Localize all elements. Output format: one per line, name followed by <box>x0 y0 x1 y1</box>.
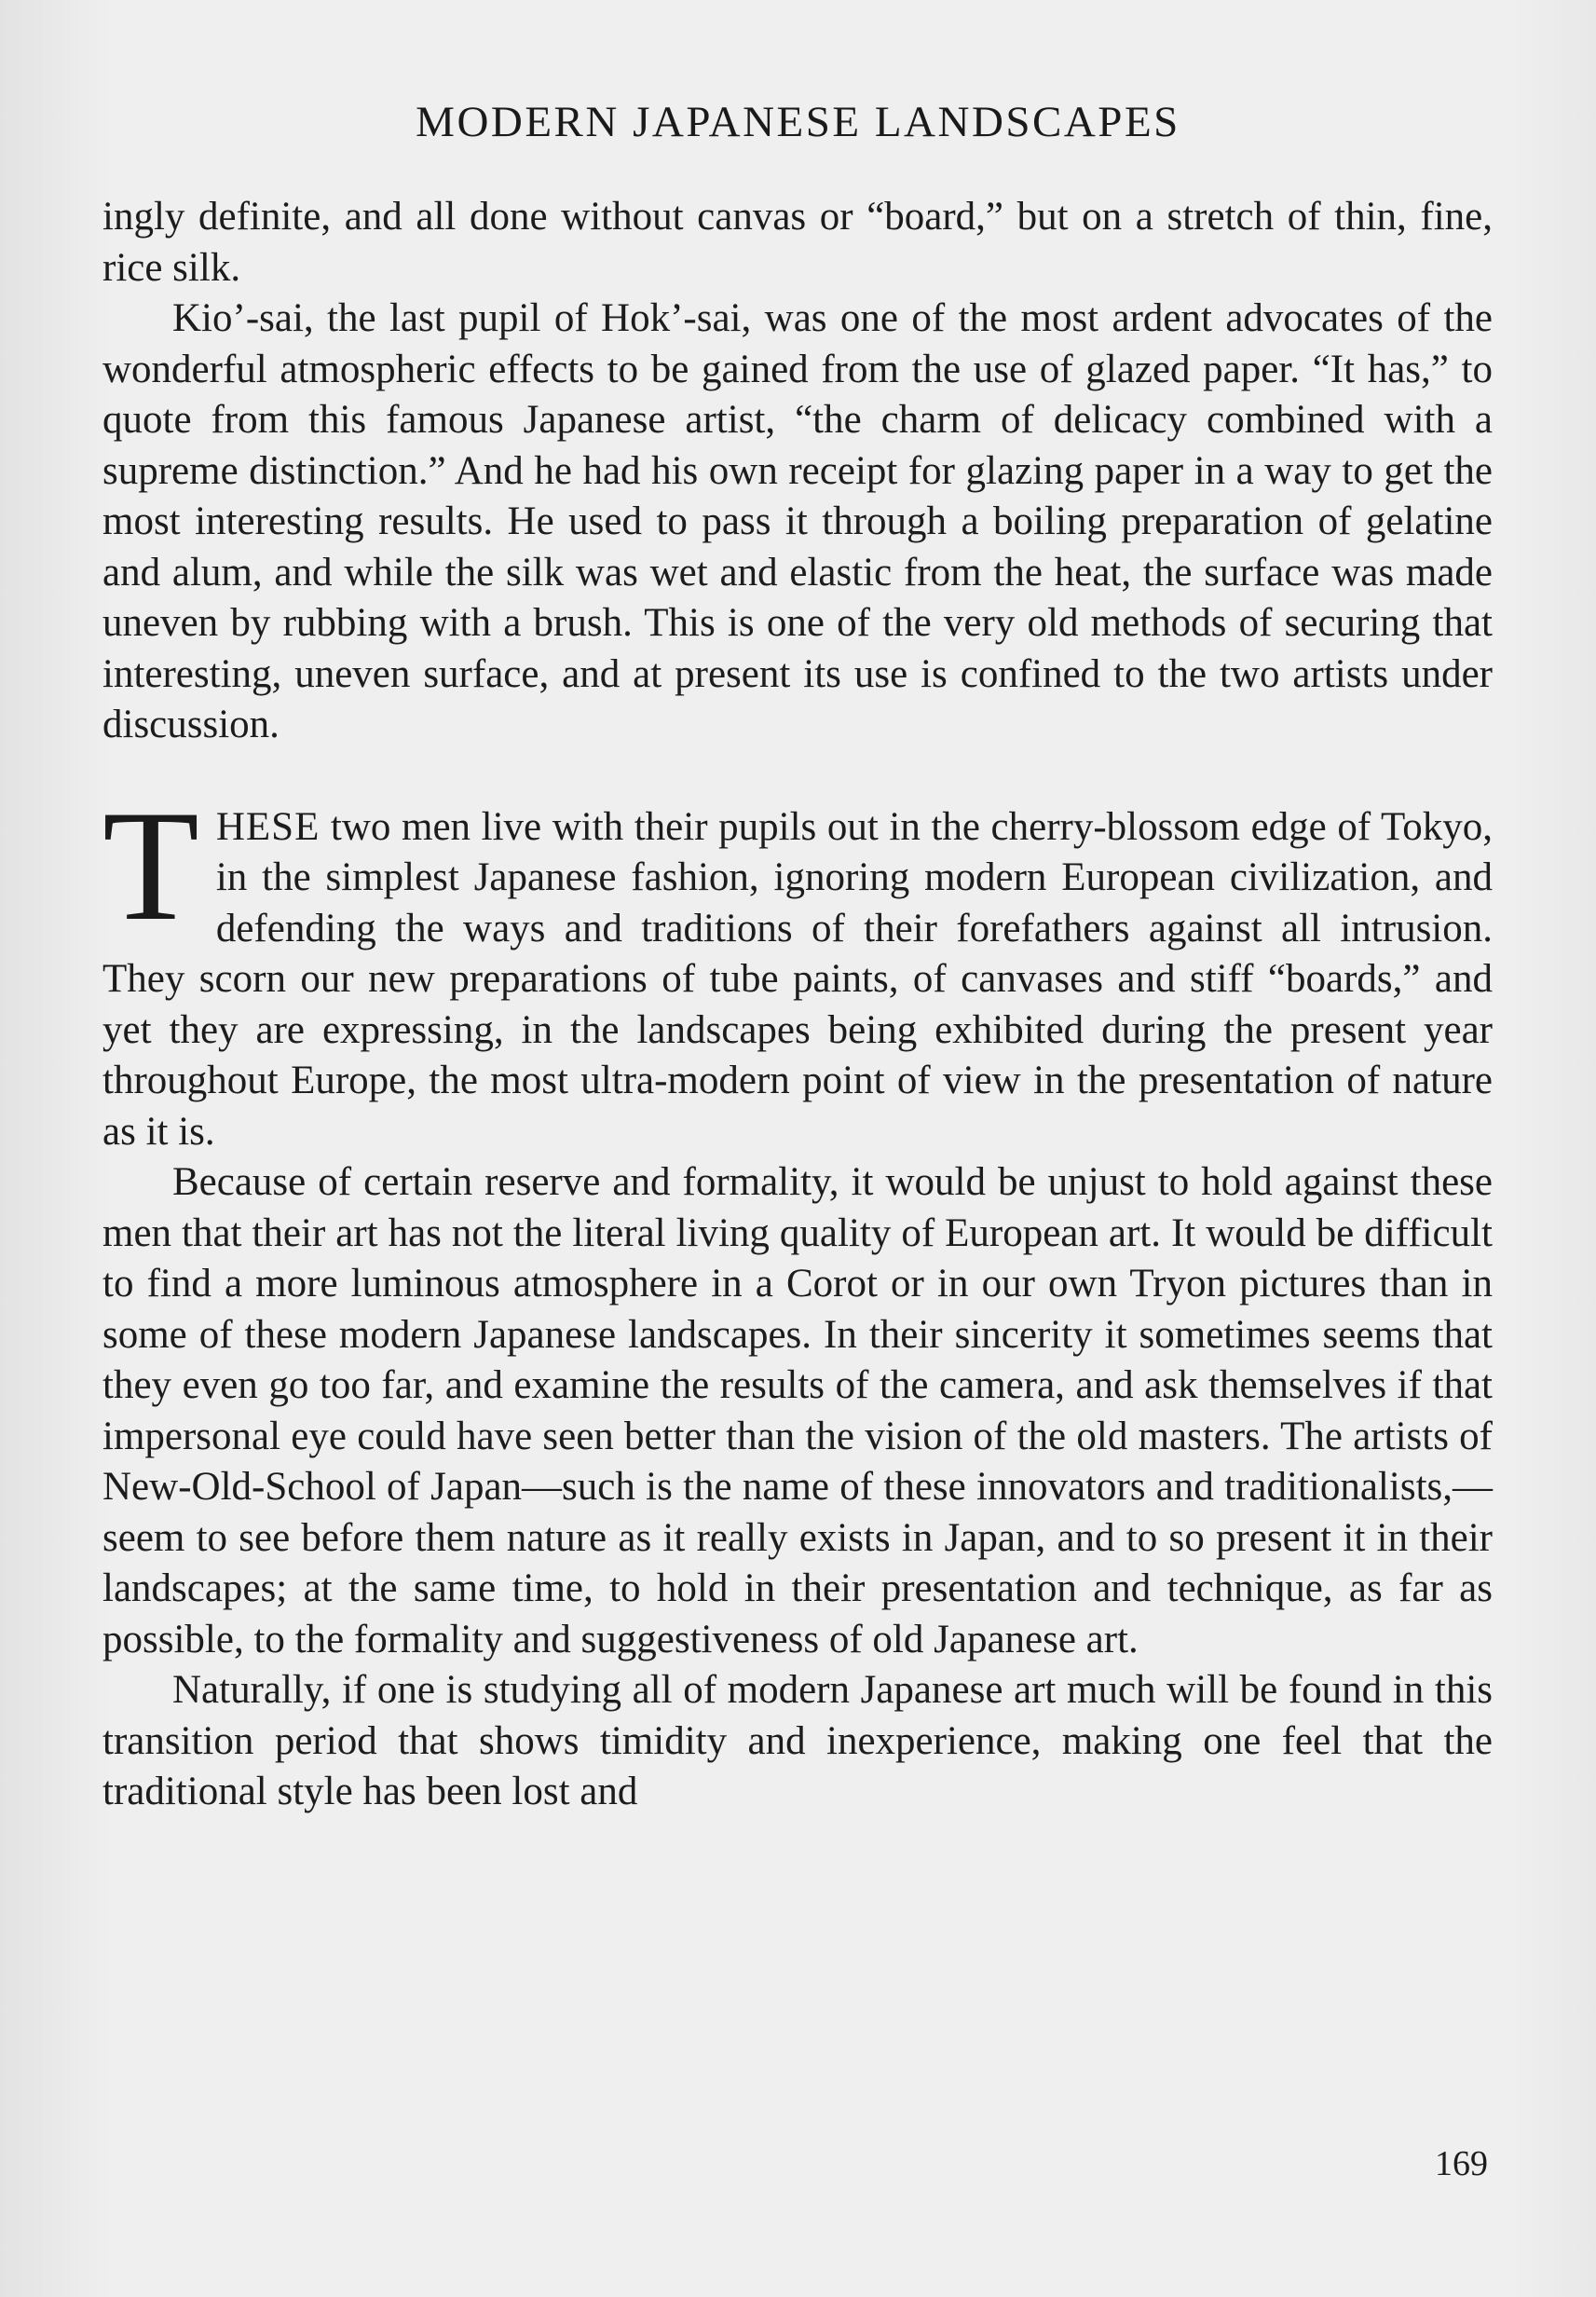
running-head: MODERN JAPANESE LANDSCAPES <box>416 98 1180 146</box>
section-break <box>102 751 1493 802</box>
paragraph-continuation: ingly definite, and all done without canvas or “board,” but on a stretch of thin, fine, rice silk. <box>102 195 1493 290</box>
page-number: 169 <box>1435 2144 1488 2183</box>
drop-cap: T <box>102 777 199 953</box>
paragraph-these-two-men-text: two men live with their pupils out in the cherry-blossom edge of Tokyo, in the simplest Japanese fashion, ignoring modern European civilization, and defending the ways and traditions of their forefathers against all intrusion. They scorn our new preparations of tube paints, of canvases and stiff “boards,” and yet they are expressing, in the landscapes being exhibited during the present year throughout Europe, the most ultra-modern point of view in the presentation of nature as it is. <box>102 804 1493 1154</box>
body-text <box>102 192 1493 1818</box>
paragraph-kio-sai: Kio’-sai, the last pupil of Hok’-sai, was one of the most ardent advocates of the wonderful atmospheric effects to be gained from the use of glazed paper. “It has,” to quote from this famous Japanese artist, “the charm of delicacy combined with a supreme distinction.” And he had his own receipt for glazing paper in a way to get the most interesting results. He used to pass it through a boiling preparation of gelatine and alum, and while the silk was wet and elastic from the heat, the surface was made uneven by rubbing with a brush. This is one of the very old methods of securing that interesting, uneven surface, and at present its use is confined to the two artists under discussion. <box>102 296 1493 746</box>
paragraph-these-two-men <box>102 777 1493 1158</box>
paragraph-because: Because of certain reserve and formality, it would be unjust to hold against these men that their art has not the literal living quality of European art. It would be difficult to find a more luminous atmosphere in a Corot or in our own Tryon pictures than in some of these modern Japanese landscapes. In their sincerity it sometimes seems that they even go too far, and examine the results of the camera, and ask themselves if that impersonal eye could have seen better than the vision of the old masters. The artists of New-Old-School of Japan—such is the name of these innovators and traditionalists,—seem to see before them nature as it really exists in Japan, and to so present it in their landscapes; at the same time, to hold in their presentation and technique, as far as possible, to the formality and suggestiveness of old Japanese art. <box>102 1160 1493 1661</box>
paragraph-naturally: Naturally, if one is studying all of modern Japanese art much will be found in this transition period that shows timidity and inexperience, making one feel that the traditional style has been lost and <box>102 1668 1493 1813</box>
small-caps-lead: HESE <box>215 804 321 849</box>
